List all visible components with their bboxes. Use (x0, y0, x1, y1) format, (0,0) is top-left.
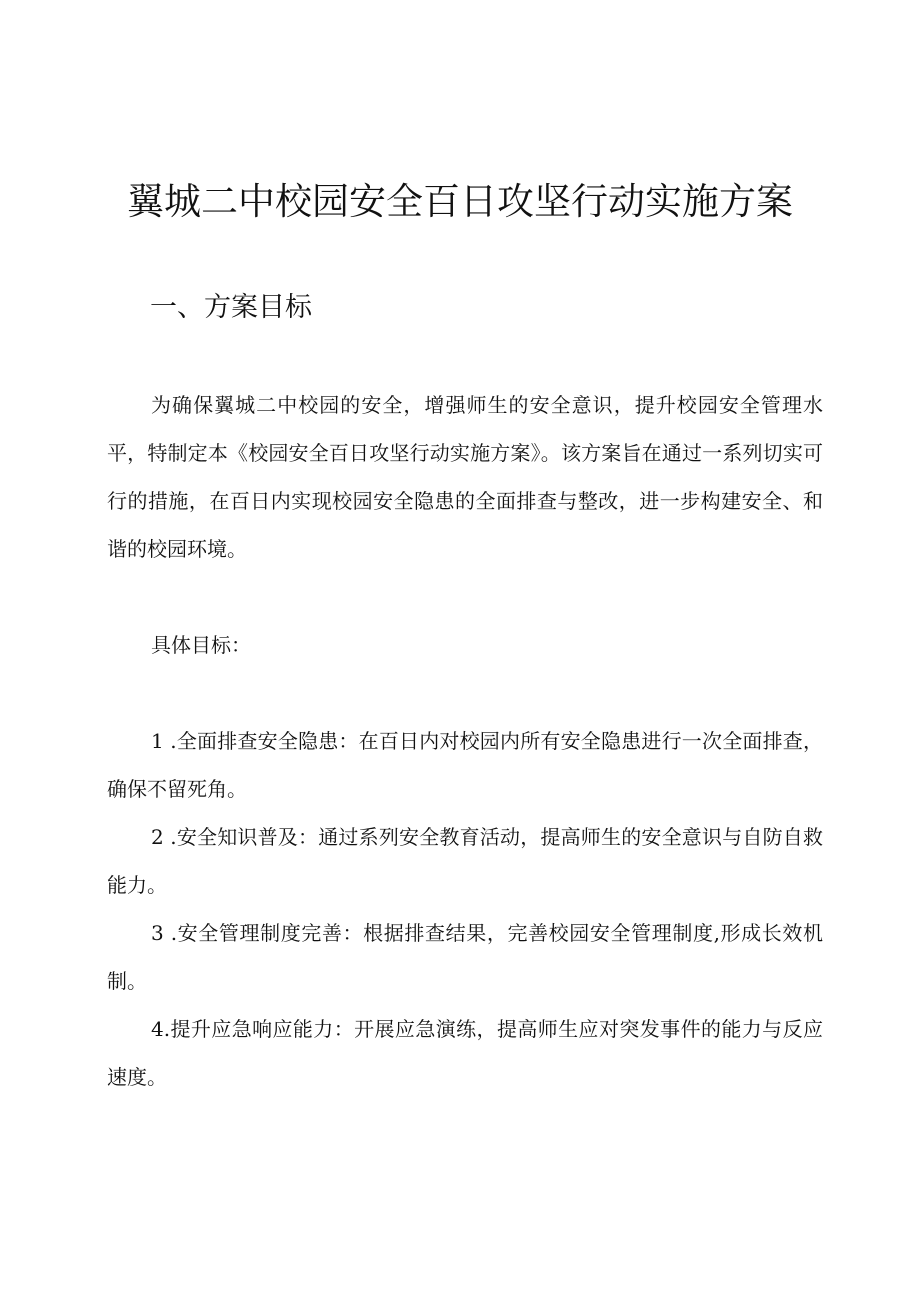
goal-item: 4.提升应急响应能力：开展应急演练，提高师生应对突发事件的能力与反应速度。 (107, 1017, 823, 1089)
section-heading-objectives: 一、方案目标 (150, 292, 312, 323)
intro-paragraph: 为确保翼城二中校园的安全，增强师生的安全意识，提升校园安全管理水平，特制定本《校园安全百日攻坚行动实施方案》。该方案旨在通过一系列切实可行的措施，在百日内实现校园安全隐患的全面排查与整改，进一步构建安全、和谐的校园环境。 (107, 393, 823, 561)
specific-goals-label: 具体目标： (151, 633, 251, 657)
document-title: 翼城二中校园安全百日攻坚行动实施方案 (127, 180, 793, 223)
goal-item: 3 .安全管理制度完善：根据排查结果，完善校园安全管理制度,形成长效机制。 (107, 921, 823, 993)
goal-item: 2 .安全知识普及：通过系列安全教育活动，提高师生的安全意识与自防自救能力。 (107, 825, 823, 897)
goal-item: 1 .全面排查安全隐患：在百日内对校园内所有安全隐患进行一次全面排查，确保不留死角。 (107, 729, 823, 801)
